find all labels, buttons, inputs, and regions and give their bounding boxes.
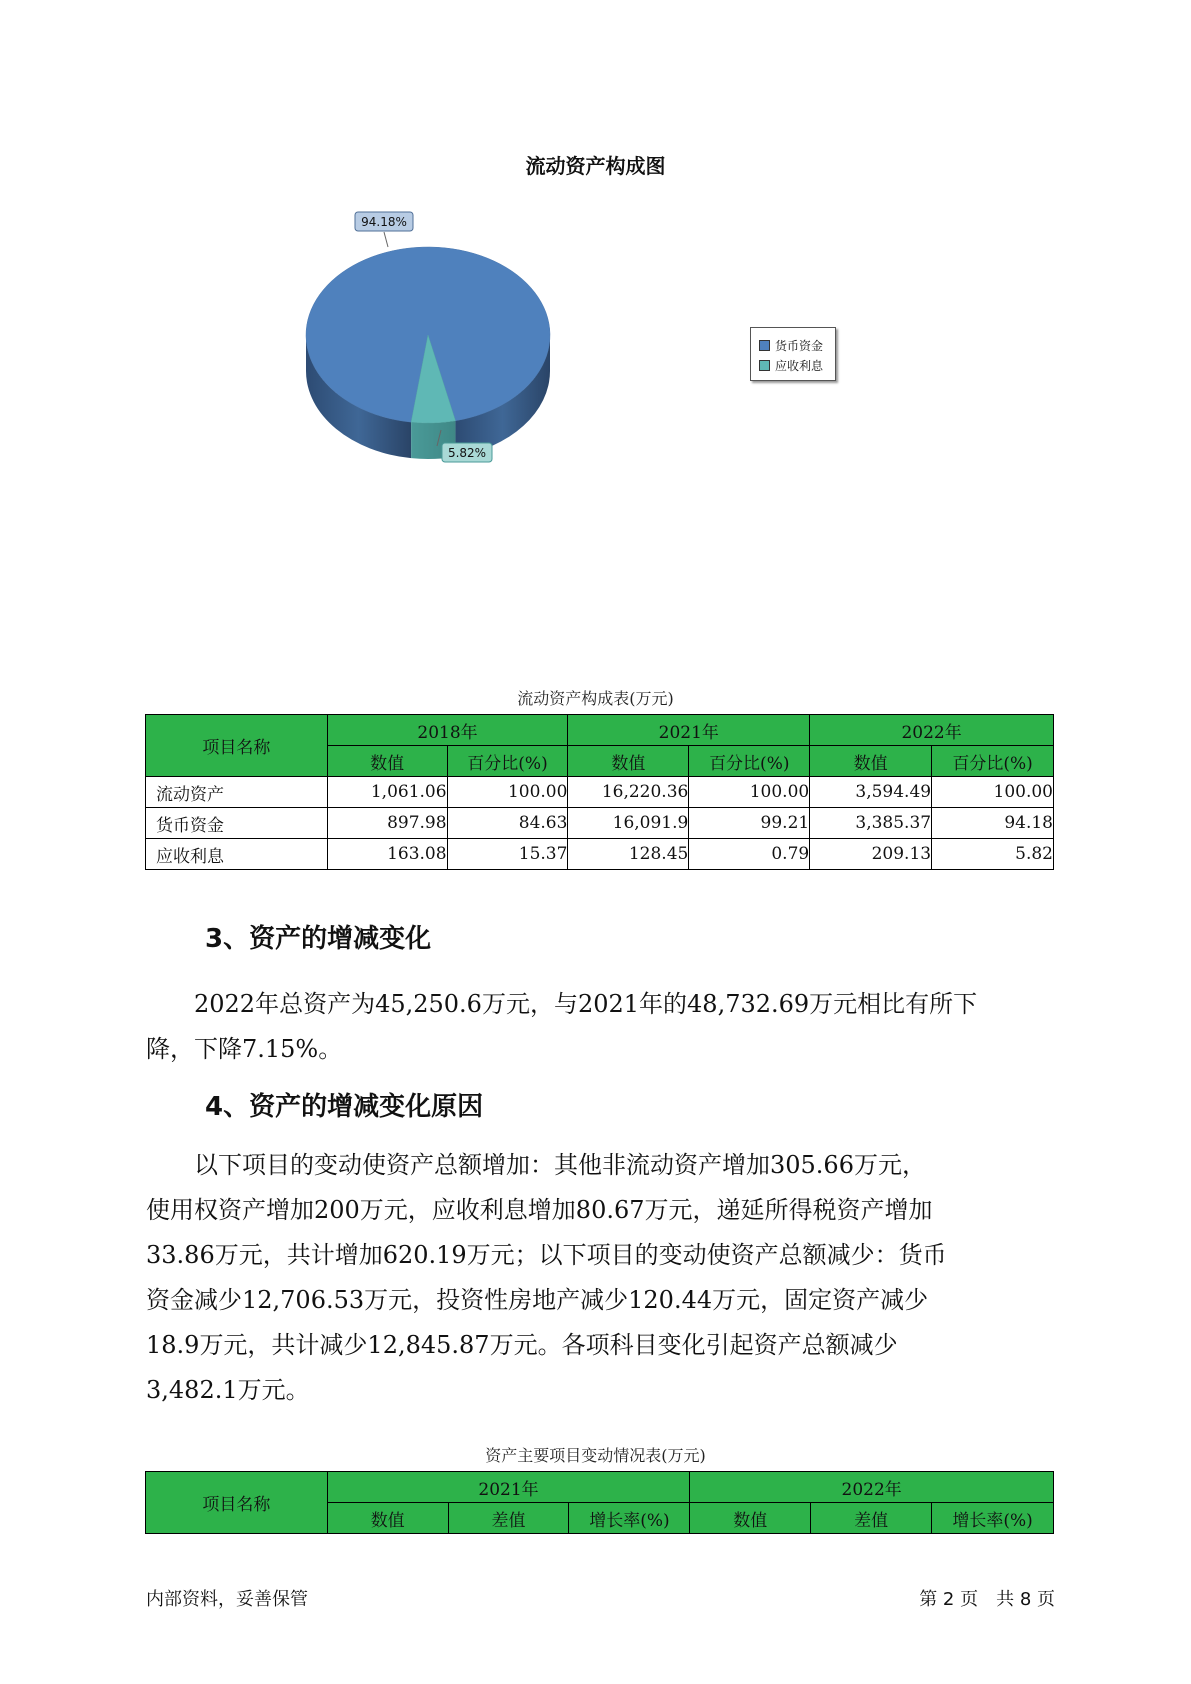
table2-header-year-0: 2021年 [327, 1472, 690, 1503]
row-name: 流动资产 [146, 777, 328, 808]
table2-header-year-1: 2022年 [690, 1472, 1054, 1503]
paragraph-line: 以下项目的变动使资产总额增加：其他非流动资产增加305.66万元， [146, 1151, 926, 1179]
chart-title: 流动资产构成图 [525, 154, 666, 178]
table-cell: 16,220.36 [568, 777, 689, 808]
table1-subheader: 数值 [810, 746, 932, 777]
table1-header-year-0: 2018年 [327, 715, 568, 746]
chart-legend [750, 327, 836, 381]
table2-subheader: 差值 [448, 1503, 569, 1534]
pie-label-leader-0 [384, 232, 388, 247]
page-number: 第 2 页 共 8 页 [919, 1589, 1055, 1610]
paragraph-line: 降，下降7.15%。 [146, 1035, 343, 1063]
table2-subheader: 数值 [690, 1503, 811, 1534]
table1-subheader: 百分比(%) [689, 746, 810, 777]
legend-swatch-0 [759, 340, 770, 351]
pie-label-1: 5.82% [447, 446, 487, 460]
row-name: 货币资金 [146, 808, 328, 839]
legend-label-1: 应收利息 [775, 359, 824, 373]
table-cell: 209.13 [810, 839, 932, 870]
table-row [146, 839, 1054, 870]
table2-subheader: 增长率(%) [932, 1503, 1054, 1534]
paragraph-line: 33.86万元，共计增加620.19万元；以下项目的变动使资产总额减少：货币 [146, 1241, 947, 1269]
table2-subheader: 差值 [811, 1503, 932, 1534]
pie-label-0: 94.18% [361, 215, 407, 229]
table-cell: 94.18 [932, 808, 1054, 839]
paragraph-line: 3,482.1万元。 [146, 1376, 310, 1404]
table-cell: 3,594.49 [810, 777, 932, 808]
pie-label-box-0 [355, 212, 413, 231]
section3-heading: 3、资产的增减变化 [205, 924, 432, 954]
table-cell: 0.79 [689, 839, 810, 870]
table1-subheader: 百分比(%) [447, 746, 568, 777]
table-cell: 163.08 [327, 839, 447, 870]
row-name: 应收利息 [146, 839, 328, 870]
paragraph-line: 2022年总资产为45,250.6万元，与2021年的48,732.69万元相比有所下 [146, 990, 978, 1018]
table-cell: 897.98 [327, 808, 447, 839]
table1-subheader: 百分比(%) [932, 746, 1054, 777]
table-cell: 3,385.37 [810, 808, 932, 839]
paragraph-line: 使用权资产增加200万元，应收利息增加80.67万元，递延所得税资产增加 [146, 1196, 933, 1224]
table1-header-name: 项目名称 [146, 715, 328, 777]
table2 [145, 1471, 1054, 1534]
section4-paragraph [146, 1143, 1056, 1413]
table-row [146, 777, 1054, 808]
table1-header-year-1: 2021年 [568, 715, 810, 746]
table1-header-year-2: 2022年 [810, 715, 1054, 746]
table1 [145, 714, 1054, 870]
table1-subheader: 数值 [327, 746, 447, 777]
paragraph-line: 18.9万元，共计减少12,845.87万元。各项科目变化引起资产总额减少 [146, 1331, 898, 1359]
table2-header-name: 项目名称 [146, 1472, 328, 1534]
legend-item-1 [759, 357, 823, 374]
section3-paragraph [146, 982, 1056, 1072]
section4-heading: 4、资产的增减变化原因 [205, 1092, 484, 1122]
table1-caption: 流动资产构成表(万元) [517, 689, 674, 708]
table2-subheader: 增长率(%) [569, 1503, 690, 1534]
table-cell: 128.45 [568, 839, 689, 870]
table-cell: 100.00 [447, 777, 568, 808]
table-cell: 1,061.06 [327, 777, 447, 808]
pie-chart [0, 0, 1191, 520]
table-cell: 15.37 [447, 839, 568, 870]
table-row [146, 808, 1054, 839]
table-cell: 16,091.9 [568, 808, 689, 839]
table2-caption: 资产主要项目变动情况表(万元) [485, 1446, 706, 1465]
paragraph-line: 资金减少12,706.53万元，投资性房地产减少120.44万元，固定资产减少 [146, 1286, 929, 1314]
table-cell: 100.00 [932, 777, 1054, 808]
table-cell: 100.00 [689, 777, 810, 808]
footer-note: 内部资料，妥善保管 [146, 1589, 308, 1610]
table1-subheader: 数值 [568, 746, 689, 777]
legend-swatch-1 [759, 360, 770, 371]
legend-label-0: 货币资金 [775, 339, 824, 353]
table2-subheader: 数值 [327, 1503, 448, 1534]
legend-item-0 [759, 337, 823, 354]
table-cell: 84.63 [447, 808, 568, 839]
table-cell: 5.82 [932, 839, 1054, 870]
table-cell: 99.21 [689, 808, 810, 839]
pie-label-box-1 [442, 443, 492, 462]
